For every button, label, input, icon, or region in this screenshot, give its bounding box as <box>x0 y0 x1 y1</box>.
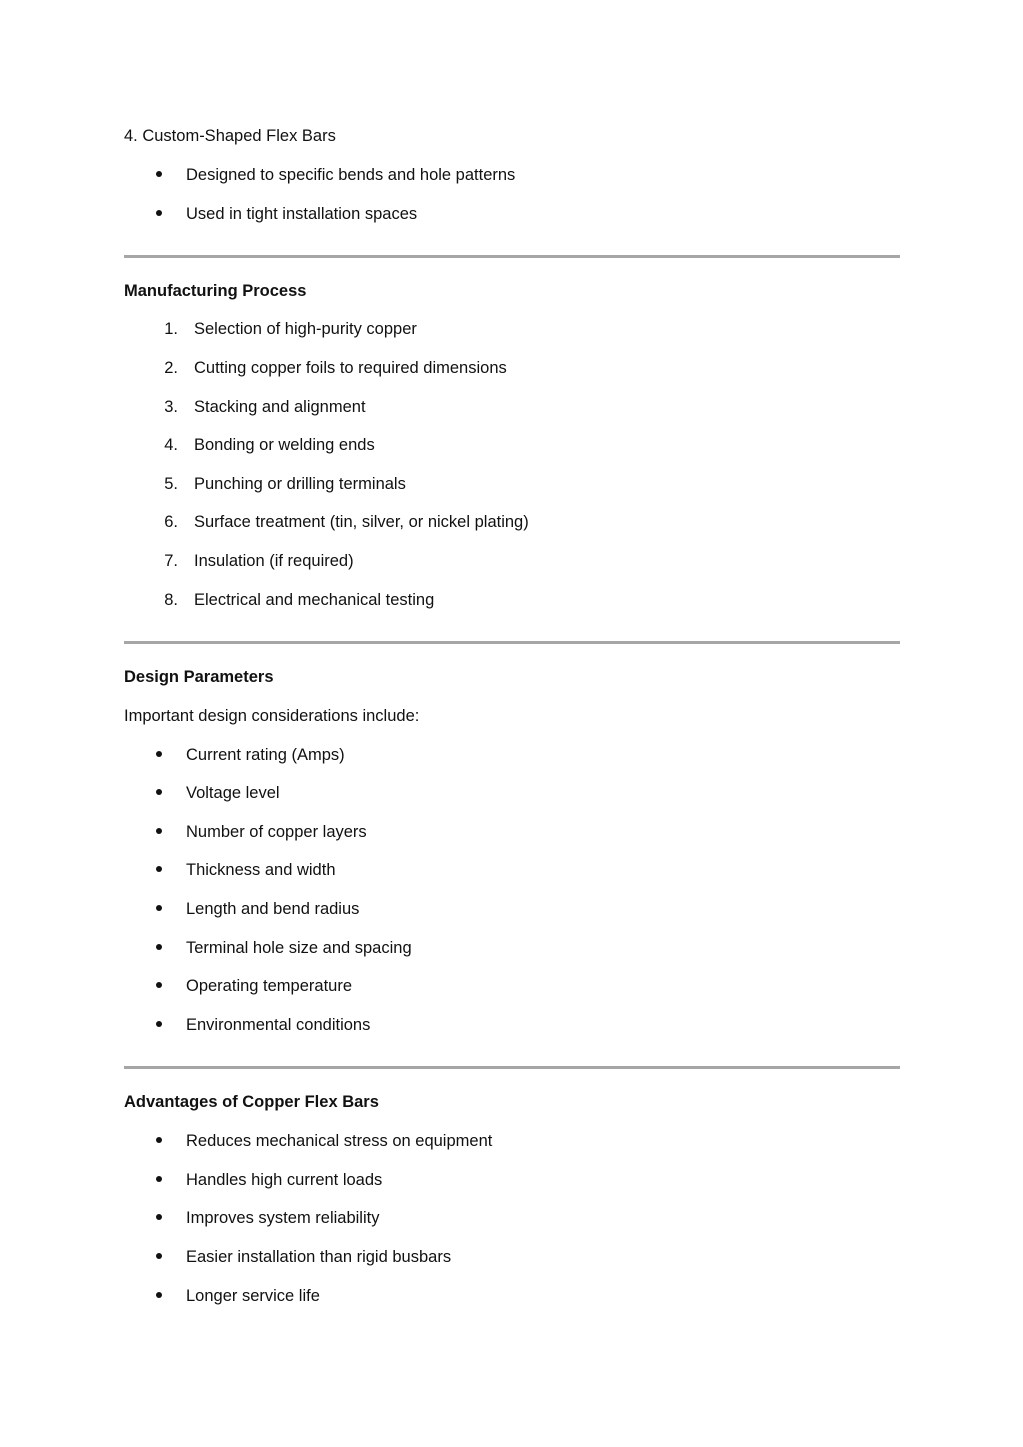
list-item: Selection of high-purity copper <box>194 320 417 338</box>
list-item: Improves system reliability <box>186 1209 380 1227</box>
list-item: Used in tight installation spaces <box>186 205 418 223</box>
bullet-dot <box>156 828 162 834</box>
horizontal-divider <box>124 255 900 258</box>
bullet-dot <box>156 866 162 872</box>
list-item: Punching or drilling terminals <box>194 475 406 493</box>
list-item: Current rating (Amps) <box>186 746 345 764</box>
bullet-dot <box>156 1253 162 1259</box>
list-item: Longer service life <box>186 1287 320 1305</box>
step-number: 7. <box>164 552 178 570</box>
horizontal-divider <box>124 641 900 644</box>
bullet-dot <box>156 944 162 950</box>
bullet-dot <box>156 1137 162 1143</box>
list-item: Number of copper layers <box>186 823 367 841</box>
list-item: Designed to specific bends and hole patterns <box>186 166 516 184</box>
step-number: 4. <box>164 436 178 454</box>
step-number: 8. <box>164 591 178 609</box>
step-number: 3. <box>164 398 178 416</box>
bullet-dot <box>156 982 162 988</box>
bullet-dot <box>156 1176 162 1182</box>
list-item: Cutting copper foils to required dimensions <box>194 359 507 377</box>
list-item: Thickness and width <box>186 861 336 879</box>
bullet-dot <box>156 751 162 757</box>
heading-advantages: Advantages of Copper Flex Bars <box>124 1093 379 1111</box>
list-item: Handles high current loads <box>186 1171 383 1189</box>
intro-paragraph: Important design considerations include: <box>124 707 420 725</box>
step-number: 5. <box>164 475 178 493</box>
list-item: Surface treatment (tin, silver, or nickel plating) <box>194 513 529 531</box>
heading-manufacturing-process: Manufacturing Process <box>124 282 307 300</box>
bullet-dot <box>156 210 162 216</box>
bullet-dot <box>156 171 162 177</box>
list-item: Voltage level <box>186 784 280 802</box>
horizontal-divider <box>124 1066 900 1069</box>
list-item: Terminal hole size and spacing <box>186 939 412 957</box>
heading-design-parameters: Design Parameters <box>124 668 274 686</box>
list-item: Stacking and alignment <box>194 398 366 416</box>
bullet-dot <box>156 1214 162 1220</box>
step-number: 2. <box>164 359 178 377</box>
list-item: Easier installation than rigid busbars <box>186 1248 452 1266</box>
list-item: Reduces mechanical stress on equipment <box>186 1132 493 1150</box>
bullet-dot <box>156 1021 162 1027</box>
list-item: Environmental conditions <box>186 1016 371 1034</box>
bullet-dot <box>156 789 162 795</box>
list-item: Operating temperature <box>186 977 353 995</box>
step-number: 6. <box>164 513 178 531</box>
step-number: 1. <box>164 320 178 338</box>
bullet-dot <box>156 1292 162 1298</box>
list-item: Bonding or welding ends <box>194 436 375 454</box>
list-item: Length and bend radius <box>186 900 360 918</box>
bullet-dot <box>156 905 162 911</box>
section-title-custom-shaped: 4. Custom-Shaped Flex Bars <box>124 127 336 145</box>
list-item: Electrical and mechanical testing <box>194 591 435 609</box>
list-item: Insulation (if required) <box>194 552 354 570</box>
